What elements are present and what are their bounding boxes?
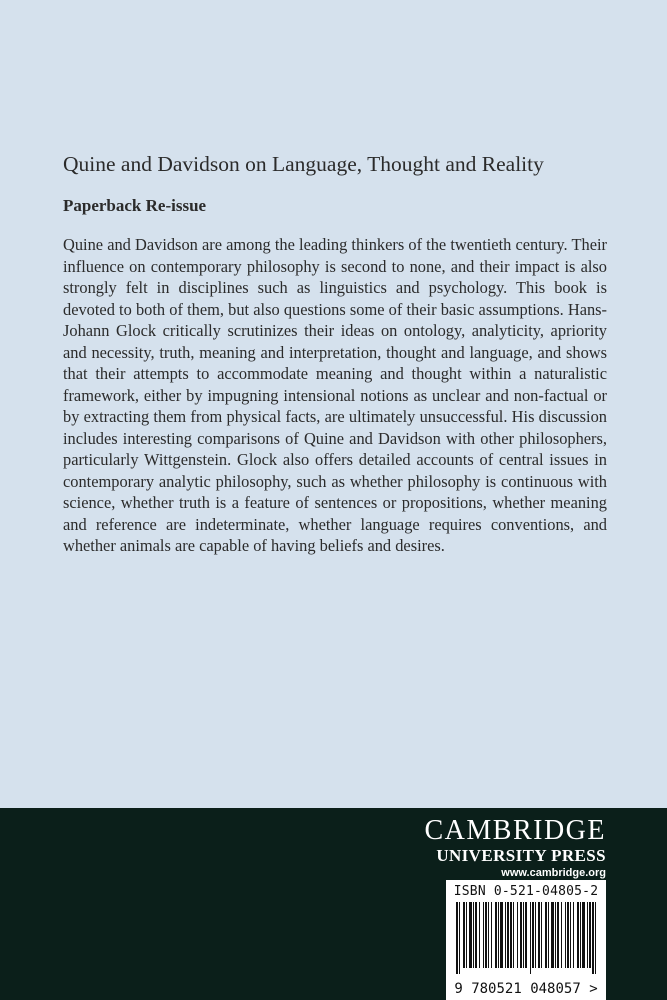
barcode-bar <box>587 902 588 968</box>
barcode-bar <box>495 902 497 968</box>
barcode-bar <box>541 902 542 968</box>
barcode-bar <box>565 902 566 968</box>
publisher-logo <box>424 816 606 881</box>
barcode-bar <box>595 902 596 974</box>
barcode-bar <box>582 902 585 968</box>
barcode-bar <box>589 902 591 968</box>
barcode-bar <box>535 902 536 968</box>
barcode-bar <box>555 902 556 968</box>
barcode-bar <box>517 902 518 968</box>
barcode-bar <box>475 902 477 968</box>
barcode-bar <box>483 902 484 968</box>
barcode-bar <box>545 902 547 968</box>
publisher-website: www.cambridge.org <box>501 867 606 879</box>
book-description: Quine and Davidson are among the leading thinkers of the twentieth century. Their influence on contemporary philosophy is second to none, and their impact is also strongly felt in disciplines such as linguistics and psychology. This book is devoted to both of them, but also questions some of their basic assumptions. Hans-Johann Glock critically scrutinizes their ideas on ontology, analyticity, apriority and necessity, truth, meaning and interpretation, thought and language, and shows that their attempts to accommodate meaning and thought within a naturalistic framework, either by impugning intensional notions as unclear and non-factual or by extracting them from physical facts, are ultimately unsuccessful. His discussion includes interesting comparisons of Quine and Davidson with other philosophers, particularly Wittgenstein. Glock also offers detailed accounts of central issues in contemporary analytic philosophy, such as whether philosophy is continuous with science, whether truth is a feature of sentences or propositions, whether meaning and reference are indeterminate, whether language requires conventions, and whether animals are capable of having beliefs and desires. <box>63 235 607 555</box>
barcode-bar <box>570 902 571 968</box>
barcode-bar <box>485 902 487 968</box>
barcode-bar <box>551 902 554 968</box>
barcode-bar <box>538 902 540 968</box>
barcode-bar <box>567 902 569 968</box>
barcode-bar <box>513 902 514 968</box>
book-title: Quine and Davidson on Language, Thought and Reality <box>63 152 544 176</box>
barcode-bar <box>561 902 562 968</box>
barcode-bar <box>532 902 534 968</box>
barcode-bar <box>479 902 480 968</box>
barcode-bar <box>463 902 465 968</box>
barcode-bar <box>507 902 509 968</box>
barcode-bar <box>592 902 594 974</box>
barcode-bar <box>498 902 499 968</box>
publisher-footer <box>0 808 667 1000</box>
barcode-bar <box>523 902 524 968</box>
barcode-bar <box>530 902 531 974</box>
barcode-bar <box>456 902 458 974</box>
barcode-bar <box>473 902 474 968</box>
publisher-name: CAMBRIDGE <box>424 815 606 846</box>
barcode-bar <box>525 902 527 968</box>
barcode-bar <box>500 902 503 968</box>
barcode-panel <box>446 880 606 1000</box>
isbn-label: ISBN 0-521-04805-2 <box>453 884 599 899</box>
barcode-bar <box>520 902 522 968</box>
barcode-bar <box>510 902 512 968</box>
barcode-bar <box>548 902 549 968</box>
barcode-bar <box>577 902 579 968</box>
barcode-bar <box>573 902 574 968</box>
publisher-subname: UNIVERSITY PRESS <box>436 846 606 865</box>
barcode-bar <box>459 902 460 974</box>
barcode-icon <box>454 902 598 974</box>
barcode-bar <box>466 902 467 968</box>
barcode-bar <box>505 902 506 968</box>
edition-label: Paperback Re-issue <box>63 196 207 215</box>
ean-digits: 9 780521 048057 > <box>454 981 598 997</box>
barcode-bar <box>488 902 489 968</box>
barcode-bar <box>580 902 581 968</box>
barcode-bar <box>491 902 492 968</box>
barcode-bar <box>557 902 559 968</box>
barcode-bar <box>469 902 472 968</box>
